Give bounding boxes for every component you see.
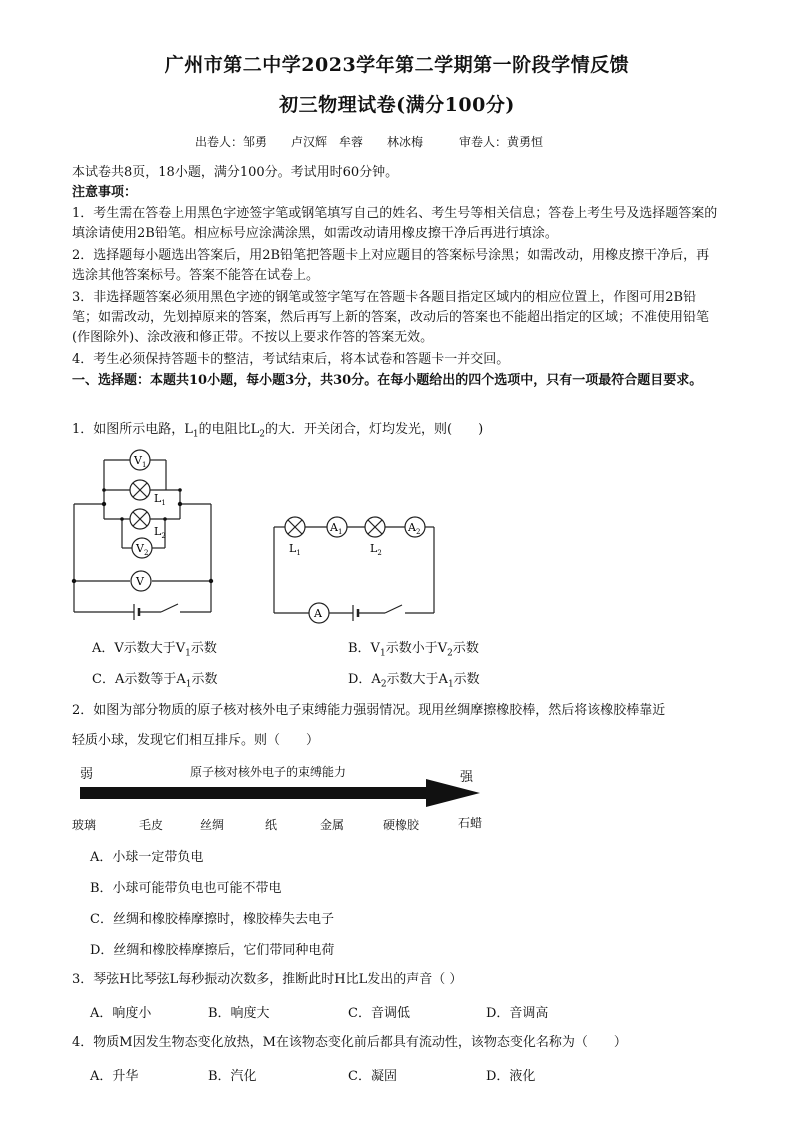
circuit-diagram-right	[265, 510, 445, 628]
q2-option-c: C．丝绸和橡胶棒摩擦时，橡胶棒失去电子	[90, 912, 334, 927]
material-label: 硬橡胶	[383, 818, 420, 832]
q1-option-d: D．$A_2$示数大于$A_1$示数	[348, 672, 480, 690]
svg-text:A: A	[314, 607, 322, 620]
q3-option-a: A．响度小	[90, 1006, 152, 1021]
exam-subtitle: 初三物理试卷(满分100分)	[279, 94, 515, 116]
q1-option-b: B．$V_1$示数小于$V_2$示数	[348, 641, 479, 659]
q4-option-b: B．汽化	[208, 1069, 257, 1084]
material-label: 丝绸	[200, 818, 225, 832]
circuit-diagram-left	[60, 440, 230, 625]
question-4-stem: 4．物质M因发生物态变化放热，M在该物态变化前后都具有流动性，该物态变化名称为（ ）	[72, 1035, 627, 1050]
lamp-l1-icon	[130, 480, 150, 500]
q2-option-b: B．小球可能带负电也可能不带电	[90, 881, 282, 896]
svg-text:L2: $L_2$	[154, 525, 166, 540]
strength-arrow	[78, 778, 483, 810]
notice-item: 3．非选择题答案必须用黑色字迹的钢笔或签字笔写在答题卡各题目指定区域内的相应位置上，作图可用2B铅笔；如需改动，先划掉原来的答案，然后再写上新的答案，改动后的答案也不能超出指定的区域；不准使用铅笔(作图除外)、涂改液和修正带。不按以上要求作答的答案无效。	[72, 290, 710, 345]
q2-option-a: A．小球一定带负电	[90, 850, 204, 865]
question-2-stem: 2．如图为部分物质的原子核对核外电子束缚能力强弱情况。现用丝绸摩擦橡胶棒，然后将该橡胶棒靠近	[72, 703, 666, 718]
svg-text:L1: $L_1$	[154, 492, 166, 507]
exam-intro: 本试卷共8页，18小题，满分100分。考试用时60分钟。	[72, 165, 399, 180]
question-3-stem: 3．琴弦H比琴弦L每秒振动次数多，推断此时H比L发出的声音（ ）	[72, 972, 463, 987]
lamp-l2-icon	[130, 509, 150, 529]
material-label: 纸	[265, 818, 278, 832]
meter-v1-label: $V_1$	[134, 454, 147, 469]
material-label: 石蜡	[458, 816, 483, 830]
author-line: 出卷人：邹勇 卢汉辉 牟蓉 林冰梅 审卷人：黄勇恒	[195, 135, 544, 149]
strong-label: 强	[460, 770, 474, 785]
section-heading: 一、选择题：本题共10小题，每小题3分，共30分。在每小题给出的四个选项中，只有一项最符合题目要求。	[72, 373, 703, 388]
notice-item: 1．考生需在答卷上用黑色字迹签字笔或钢笔填写自己的姓名、考生号等相关信息；答卷上考生号及选择题答案的填涂请使用2B铅笔。相应标号应涂满涂黑，如需改动请用橡皮擦干净后再进行填涂。	[72, 206, 718, 241]
svg-text:A1: $A_1$	[330, 521, 343, 536]
exam-title: 广州市第二中学2023学年第二学期第一阶段学情反馈	[164, 54, 630, 76]
lamp-l1-icon	[285, 517, 305, 537]
notice-heading: 注意事项：	[72, 185, 138, 200]
arrow-caption: 原子核对核外电子的束缚能力	[190, 765, 347, 779]
question-1-stem: 1．如图所示电路，$L_1$的电阻比$L_2$的大．开关闭合，灯均发光，则( )	[72, 422, 484, 440]
lamp-l2-icon	[365, 517, 385, 537]
q3-option-d: D．音调高	[486, 1006, 549, 1021]
q4-option-a: A．升华	[90, 1069, 139, 1084]
q3-option-c: C．音调低	[348, 1006, 410, 1021]
q2-option-d: D．丝绸和橡胶棒摩擦后，它们带同种电荷	[90, 943, 335, 958]
material-label: 金属	[320, 818, 345, 832]
svg-text:L2: $L_2$	[370, 542, 382, 557]
q4-option-d: D．液化	[486, 1069, 536, 1084]
q1-option-c: C．A示数等于$A_1$示数	[92, 672, 218, 690]
svg-text:V2: $V_2$	[136, 542, 149, 557]
q3-option-b: B．响度大	[208, 1006, 270, 1021]
notice-item: 2．选择题每小题选出答案后，用2B铅笔把答题卡上对应题目的答案标号涂黑；如需改动，用橡皮擦干净后，再选涂其他答案标号。答案不能答在试卷上。	[72, 248, 710, 283]
svg-text:V: V	[136, 575, 144, 588]
q4-option-c: C．凝固	[348, 1069, 397, 1084]
svg-text:L1: $L_1$	[289, 542, 301, 557]
notice-item: 4．考生必须保持答题卡的整洁，考试结束后，将本试卷和答题卡一并交回。	[72, 352, 510, 367]
material-label: 玻璃	[72, 818, 97, 832]
material-label: 毛皮	[139, 818, 164, 832]
weak-label: 弱	[80, 767, 94, 782]
question-2-stem-cont: 轻质小球，发现它们相互排斥。则（ ）	[72, 733, 320, 748]
q1-option-a: A．V示数大于$V_1$示数	[92, 641, 217, 659]
svg-text:A2: $A_2$	[408, 521, 421, 536]
